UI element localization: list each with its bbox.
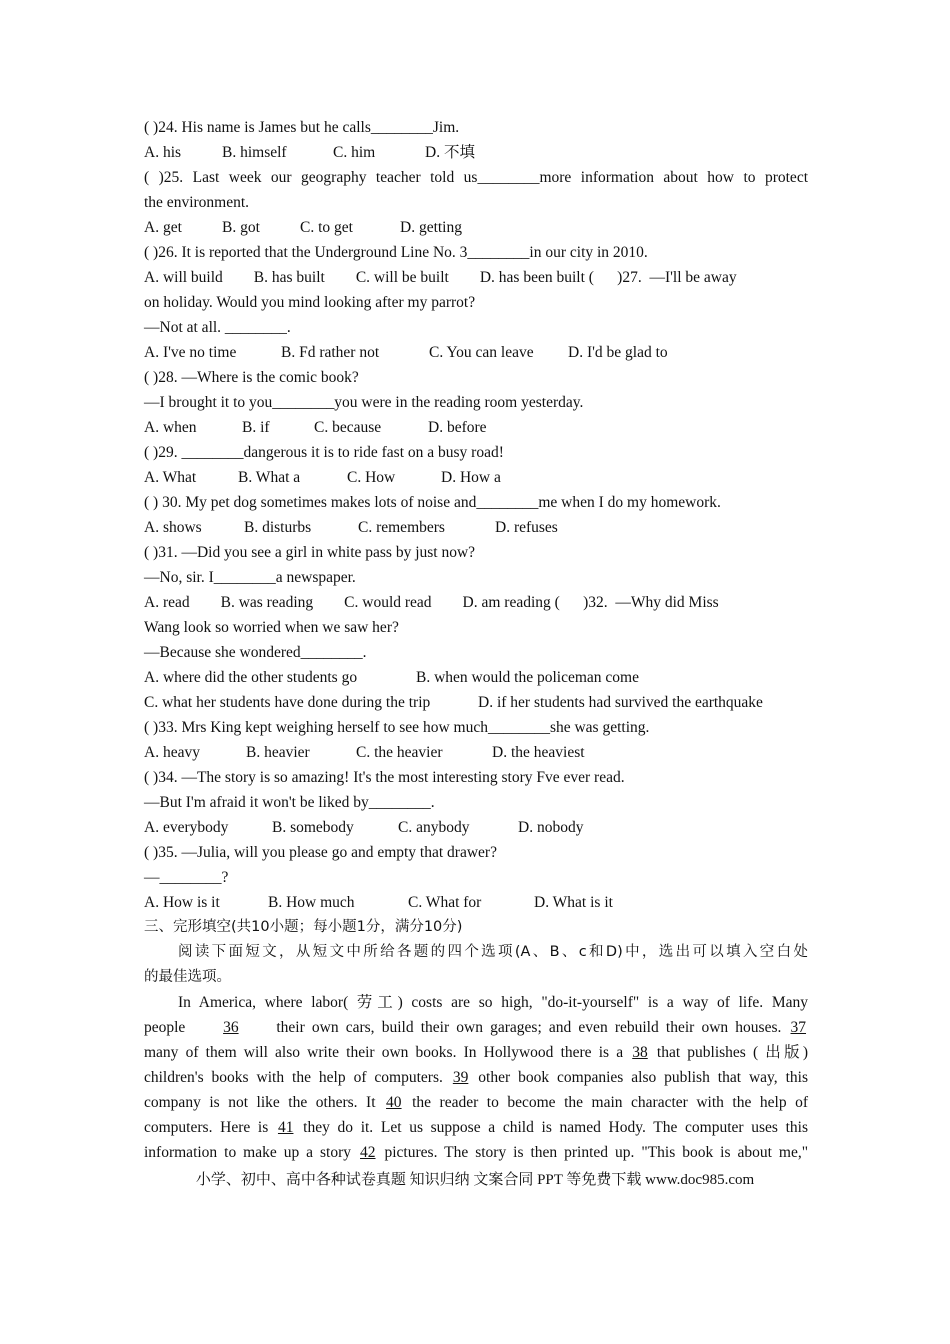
option: B. himself [222, 144, 287, 161]
option: C. remembers [358, 519, 445, 536]
question-34: ( )34. —The story is so amazing! It's the most interesting story Fve ever read. [144, 769, 625, 786]
option: C. because [314, 419, 382, 436]
option: B. What a [238, 469, 301, 486]
question-25: ( )25. Last week our geography teacher told us________more information about how to protect [144, 169, 808, 186]
blank-37: 37 [790, 1019, 807, 1036]
blank-38: 38 [632, 1044, 648, 1061]
question-24: ( )24. His name is James but he calls________Jim. [144, 119, 460, 136]
option: B. if [242, 419, 270, 436]
option: C. to get [300, 219, 353, 236]
option: A. his [144, 144, 182, 161]
question-30: ( ) 30. My pet dog sometimes makes lots of noise and________me when I do my homework. [144, 494, 721, 511]
option: B. got [222, 219, 260, 236]
passage-line: In America, where labor( 劳工) costs are so high, "do-it-yourself" is a way of life. Many [178, 994, 808, 1011]
question-27-reply: —Not at all. ________. [144, 319, 291, 336]
question-31-reply: —No, sir. I________a newspaper. [144, 569, 356, 586]
option: D. I'd be glad to [568, 344, 668, 361]
instructions: 阅读下面短文，从短文中所给各题的四个选项(A、B、c和D)中，选出可以填入空白处 [178, 944, 808, 960]
question-32-cont: Wang look so worried when we saw her? [144, 619, 399, 636]
question-25-cont: the environment. [144, 194, 250, 211]
options-24 [144, 140, 808, 165]
options-33 [144, 740, 808, 765]
question-27-cont: on holiday. Would you mind looking after my parrot? [144, 294, 476, 311]
options-35 [144, 890, 808, 915]
options-32-row2 [144, 690, 808, 715]
option: C. what her students have done during the trip [144, 694, 431, 711]
question-26: ( )26. It is reported that the Underground Line No. 3________in our city in 2010. [144, 244, 648, 261]
options-27 [144, 340, 808, 365]
options-29 [144, 465, 808, 490]
passage-line: many of them will also write their own books. In Hollywood there is a 38 that publishes ( 出版) [144, 1044, 809, 1061]
passage-line: information to make up a story 42 pictures. The story is then printed up. "This book is about me," [144, 1144, 809, 1161]
option: D. refuses [495, 519, 558, 536]
question-31: ( )31. —Did you see a girl in white pass by just now? [144, 544, 476, 561]
options-32-row1 [144, 665, 808, 690]
option: B. Fd rather not [281, 344, 380, 361]
question-33: ( )33. Mrs King kept weighing herself to see how much________she was getting. [144, 719, 650, 736]
options-31-question-32: A. read B. was reading C. would read D. am reading ( )32. —Why did Miss [144, 594, 719, 611]
options-28 [144, 415, 808, 440]
options-30 [144, 515, 808, 540]
option: B. heavier [246, 744, 310, 761]
question-32-reply: —Because she wondered________. [144, 644, 367, 661]
blank-42: 42 [360, 1144, 376, 1161]
option: D. the heaviest [492, 744, 585, 761]
option: C. the heavier [356, 744, 443, 761]
option: B. disturbs [244, 519, 312, 536]
option: D. if her students had survived the earthquake [478, 694, 763, 711]
option: A. I've no time [144, 344, 237, 361]
blank-41: 41 [277, 1119, 294, 1136]
question-35: ( )35. —Julia, will you please go and empty that drawer? [144, 844, 497, 861]
option: D. How a [441, 469, 501, 486]
option: D. before [428, 419, 487, 436]
blank-39: 39 [452, 1069, 469, 1086]
option: B. How much [268, 894, 355, 911]
option: D. 不填 [425, 144, 475, 161]
blank-40: 40 [386, 1094, 402, 1111]
question-28-reply: —I brought it to you________you were in the reading room yesterday. [144, 394, 584, 411]
options-26-question-27: A. will build B. has built C. will be built D. has been built ( )27. —I'll be away [144, 269, 737, 286]
section-heading: 三、完形填空(共10小题；每小题1分，满分10分) [144, 919, 463, 935]
option: D. getting [400, 219, 462, 236]
question-34-reply: —But I'm afraid it won't be liked by________. [144, 794, 435, 811]
option: A. get [144, 219, 182, 236]
question-28: ( )28. —Where is the comic book? [144, 369, 359, 386]
option: D. nobody [518, 819, 584, 836]
option: A. everybody [144, 819, 229, 836]
exam-page [144, 115, 808, 1165]
question-29: ( )29. ________dangerous it is to ride fast on a busy road! [144, 444, 504, 461]
page-footer: 小学、初中、高中各种试卷真题 知识归纳 文案合同 PPT 等免费下载 www.doc985.com [195, 1172, 755, 1188]
passage-line: people 36 their own cars, build their own garages; and even rebuild their own houses. 37 [144, 1019, 807, 1036]
question-35-reply: —________? [144, 869, 229, 886]
passage-line: company is not like the others. It 40 the reader to become the main character with the help of [144, 1094, 809, 1111]
option: A. shows [144, 519, 202, 536]
option: D. What is it [534, 894, 613, 911]
options-25 [144, 215, 808, 240]
option: B. somebody [272, 819, 354, 836]
option: B. when would the policeman come [416, 669, 639, 686]
option: C. You can leave [429, 344, 534, 361]
passage-line: computers. Here is 41 they do it. Let us suppose a child is named Hody. The computer uses this [144, 1119, 808, 1136]
option: A. heavy [144, 744, 200, 761]
option: C. him [333, 144, 376, 161]
passage-line: children's books with the help of computers. 39 other book companies also publish that way, this [144, 1069, 809, 1086]
option: C. How [347, 469, 396, 486]
blank-36: 36 [223, 1019, 239, 1036]
option: C. anybody [398, 819, 470, 836]
option: A. when [144, 419, 197, 436]
options-34 [144, 815, 808, 840]
option: A. What [144, 469, 197, 486]
option: A. where did the other students go [144, 669, 358, 686]
instructions-cont: 的最佳选项。 [144, 969, 231, 985]
option: A. How is it [144, 894, 220, 911]
option: C. What for [408, 894, 482, 911]
